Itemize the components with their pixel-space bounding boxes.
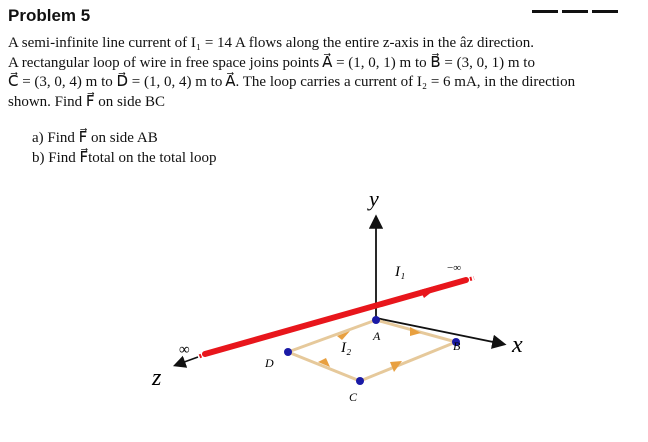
statement-line-3: C⃗ = (3, 0, 4) m to D⃗ = (1, 0, 4) m to A⃗. The loop carries a current of I₂ = 6 mA, in the direction (8, 74, 576, 90)
neg-infinity-label: −∞ (447, 262, 462, 274)
statement-line-2: A rectangular loop of wire in free space joins points A⃗ = (1, 0, 1) m to B⃗ = (3, 0, 1) m to (8, 54, 535, 71)
wire-current-label: I₁ (395, 264, 406, 280)
z-axis-label: z (152, 365, 162, 391)
point-a-marker (372, 316, 380, 324)
wire-near-segment (198, 354, 205, 357)
task-a: a) Find F⃗ on side AB (32, 130, 158, 146)
statement-line-4: shown. Find F⃗ on side BC (8, 93, 165, 110)
wire-current-arrow (420, 284, 442, 298)
statement-line-1: A semi-infinite line current of I₁ = 14 A flows along the entire z-axis in the âz direction. (8, 35, 535, 51)
point-a-label: A⃗ (373, 329, 390, 343)
point-c-marker (356, 377, 364, 385)
y-axis-label: y (369, 186, 379, 211)
point-d-label: D⃗ (265, 356, 283, 370)
point-d-marker (284, 348, 292, 356)
loop-current-label: I₂ (341, 340, 352, 356)
problem-title: Problem 5 (8, 6, 91, 25)
z-axis (176, 357, 198, 365)
task-b: b) Find F⃗total on the total loop (32, 150, 217, 166)
point-b-label: B⃗ (453, 339, 470, 353)
point-c-label: C⃗ (349, 390, 367, 404)
x-axis (376, 318, 503, 344)
x-axis-label: x (512, 332, 523, 358)
pos-infinity-label: ∞ (179, 342, 190, 358)
wire-far-segment (466, 278, 474, 280)
